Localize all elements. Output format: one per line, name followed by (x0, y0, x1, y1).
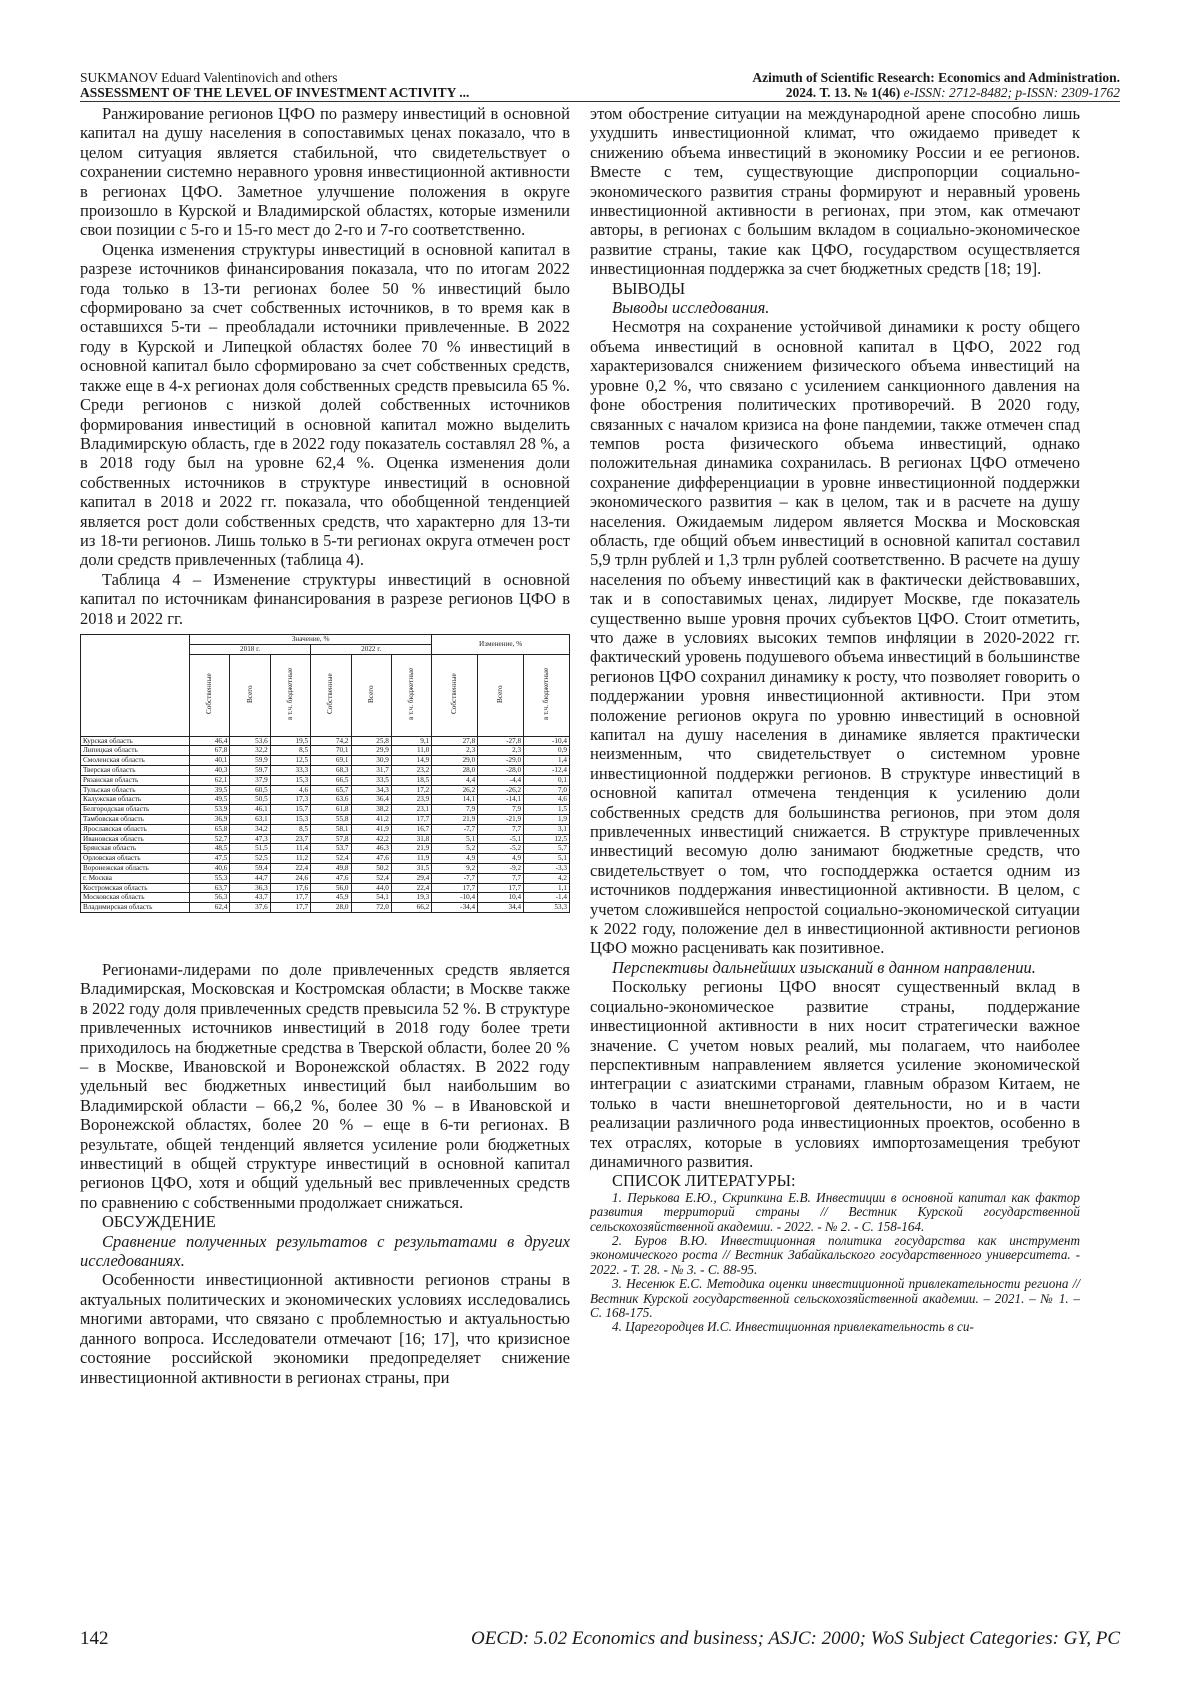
value-cell: 53,9 (190, 805, 230, 815)
table-body (81, 736, 570, 912)
value-cell: 63,1 (230, 814, 270, 824)
value-cell: 16,7 (391, 824, 431, 834)
section-heading-references: СПИСОК ЛИТЕРАТУРЫ: (612, 1171, 796, 1191)
value-cell: 66,2 (391, 903, 431, 913)
value-cell: 11,4 (270, 844, 310, 854)
value-cell: 65,8 (190, 824, 230, 834)
value-cell: 11,9 (391, 854, 431, 864)
value-cell: 52,7 (190, 834, 230, 844)
value-cell: 43,7 (230, 893, 270, 903)
value-cell: 23,9 (391, 795, 431, 805)
value-cell: 66,5 (311, 775, 351, 785)
value-cell: 25,8 (351, 736, 391, 746)
region-cell: Белгородская область (81, 805, 190, 815)
value-cell: 26,2 (432, 785, 478, 795)
left-column (80, 104, 570, 1387)
value-cell: 5,1 (524, 854, 570, 864)
value-cell: -5,1 (478, 834, 524, 844)
value-cell: 39,5 (190, 785, 230, 795)
value-cell: 49,8 (311, 863, 351, 873)
value-cell: 23,2 (391, 765, 431, 775)
value-cell: 17,7 (391, 814, 431, 824)
value-cell: 36,9 (190, 814, 230, 824)
header-issue: 2024. Т. 13. № 1(46) (785, 85, 901, 100)
header-issn: e-ISSN: 2712-8482; p-ISSN: 2309-1762 (900, 85, 1120, 100)
region-cell: Калужская область (81, 795, 190, 805)
value-cell: 24,6 (270, 873, 310, 883)
value-cell: 52,4 (311, 854, 351, 864)
value-cell: 46,1 (230, 805, 270, 815)
value-cell: 29,0 (432, 756, 478, 766)
value-cell: -4,4 (478, 775, 524, 785)
value-cell: 72,0 (351, 903, 391, 913)
value-cell: 31,5 (391, 863, 431, 873)
paragraph: Оценка изменения структуры инвестиций в основной капитал в разрезе источников финансирования показала, что по итогам 2022 года только в 13-ти регионах более 50 % инвестиций было сформировано за счет собственных источников, в то время как в оставшихся 5-ти – преобладали источники привлеченные. В 2022 году в Курской и Липецкой областях более 70 % инвестиций в основной капитал было сформировано за счет собственных средств, также еще в 4-х регионах доля собственных средств превысила 65 %. Среди регионов с низкой долей собственных источников формирования инвестиций в основной капитал можно выделить Владимирскую область, где в 2022 году показатель составлял 28 %, а в 2018 году был на уровне 62,4 %. Оценка изменения доли собственных источников в структуре инвестиций в основной капитал в 2018 и 2022 гг. показала, что обобщенной тенденцией является рост доли собственных средств, что характерно для 13-ти из 18-ти регионов. Лишь только в 5-ти регионах округа отмечен рост доли средств привлеченных (таблица 4). (80, 239, 570, 570)
value-cell: 54,1 (351, 893, 391, 903)
value-cell: -7,7 (432, 824, 478, 834)
value-cell: 40,6 (190, 863, 230, 873)
value-cell: 22,4 (391, 883, 431, 893)
value-cell: -10,4 (524, 736, 570, 746)
value-cell: 34,3 (351, 785, 391, 795)
value-cell: 33,5 (351, 775, 391, 785)
value-cell: 50,2 (351, 863, 391, 873)
value-cell: 41,2 (351, 814, 391, 824)
table-row (81, 756, 570, 766)
value-cell: 21,9 (432, 814, 478, 824)
value-cell: 15,3 (270, 775, 310, 785)
value-cell: 4,6 (524, 795, 570, 805)
value-cell: 46,4 (190, 736, 230, 746)
running-header-left (80, 70, 580, 100)
value-cell: 17,3 (270, 795, 310, 805)
value-cell: 28,0 (432, 765, 478, 775)
reference-item: 3. Несенюк Е.С. Методика оценки инвестиционной привлекательности региона // Вестник Курской государственной сельскохозяйственной академии. – 2021. – № 1. – С. 168-175. (590, 1276, 1080, 1320)
value-cell: -28,0 (478, 765, 524, 775)
value-cell: 37,6 (230, 903, 270, 913)
budget-header: в т.ч. бюджетные (391, 654, 431, 736)
value-cell: 4,9 (478, 854, 524, 864)
value-cell: 60,5 (230, 785, 270, 795)
region-cell: Ярославская область (81, 824, 190, 834)
value-cell: 1,5 (524, 805, 570, 815)
value-cell: 40,3 (190, 765, 230, 775)
region-cell: Тамбовская область (81, 814, 190, 824)
value-cell: 5,7 (524, 844, 570, 854)
region-header-cell (81, 634, 190, 736)
value-cell: 10,4 (478, 893, 524, 903)
table-row (81, 814, 570, 824)
value-cell: 31,7 (351, 765, 391, 775)
total-header: Всего (230, 654, 270, 736)
value-cell: 19,5 (270, 736, 310, 746)
value-cell: 4,4 (432, 775, 478, 785)
right-column (590, 104, 1080, 1335)
value-cell: -3,3 (524, 863, 570, 873)
value-cell: 5,2 (432, 844, 478, 854)
own-header: Собственные (190, 654, 230, 736)
value-cell: -7,7 (432, 873, 478, 883)
value-cell: 7,0 (524, 785, 570, 795)
paragraph: этом обострение ситуации на международной арене способно лишь ухудшить инвестиционной климат, что ожидаемо приведет к снижению объема инвестиций в экономику России и ее регионов. Вместе с тем, существующие диспропорции социально-экономического развития страны формируют и неравный уровень инвестиционной активности в регионах, при этом, как отмечают авторы, в регионах с большим вкладом в социально-экономическое развитие страны, такие как ЦФО, государством осуществляется инвестиционная поддержка за счет бюджетных средств [18; 19]. (590, 104, 1080, 279)
value-cell: 17,7 (478, 883, 524, 893)
value-cell: 58,1 (311, 824, 351, 834)
region-cell: Рязанская область (81, 775, 190, 785)
table-row (81, 736, 570, 746)
running-header-right (600, 70, 1120, 100)
page-number: 142 (80, 1628, 109, 1649)
table-row (81, 863, 570, 873)
header-article-title: ASSESSMENT OF THE LEVEL OF INVESTMENT ACTIVITY ... (80, 85, 470, 100)
value-cell: 11,0 (391, 746, 431, 756)
value-cell: 65,7 (311, 785, 351, 795)
table-row (81, 765, 570, 775)
value-cell: 9,1 (391, 736, 431, 746)
value-cell: 46,3 (351, 844, 391, 854)
region-cell: Московская область (81, 893, 190, 903)
value-cell: 18,5 (391, 775, 431, 785)
value-cell: 44,7 (230, 873, 270, 883)
value-cell: 23,1 (391, 805, 431, 815)
value-cell: 56,3 (190, 893, 230, 903)
value-cell: 7,7 (478, 824, 524, 834)
table-caption: Таблица 4 – Изменение структуры инвестиций в основной капитал по источникам финансирования в разрезе регионов ЦФО в 2018 и 2022 гг. (80, 569, 570, 628)
total-header: Всего (351, 654, 391, 736)
total-header: Всего (478, 654, 524, 736)
subsection-heading: Сравнение полученных результатов с результатами в других исследованиях. (80, 1231, 570, 1271)
value-cell: 27,8 (432, 736, 478, 746)
value-cell: 57,8 (311, 834, 351, 844)
value-cell: 19,3 (391, 893, 431, 903)
value-cell: -5,2 (478, 844, 524, 854)
value-cell: 0,9 (524, 746, 570, 756)
year-2022-header: 2022 г. (311, 644, 432, 654)
value-cell: 31,8 (391, 834, 431, 844)
table-row (81, 854, 570, 864)
header-journal: Azimuth of Scientific Research: Economics and Administration. (752, 70, 1120, 85)
region-cell: г. Москва (81, 873, 190, 883)
reference-item: 4. Царегородцев И.С. Инвестиционная привлекательность в си- (612, 1319, 974, 1335)
value-cell: 4,2 (524, 873, 570, 883)
own-header: Собственные (432, 654, 478, 736)
value-cell: -14,1 (478, 795, 524, 805)
header-authors: SUKMANOV Eduard Valentinovich and others (80, 70, 338, 85)
subsection-heading: Выводы исследования. (612, 298, 770, 318)
value-cell: 0,1 (524, 775, 570, 785)
value-cell: 3,1 (524, 824, 570, 834)
value-cell: 63,6 (311, 795, 351, 805)
value-cell: 42,2 (351, 834, 391, 844)
table-4 (80, 634, 570, 954)
region-cell: Липецкая область (81, 746, 190, 756)
value-cell: 14,1 (432, 795, 478, 805)
value-cell: 47,5 (190, 854, 230, 864)
value-cell: 23,7 (270, 834, 310, 844)
region-cell: Тверская область (81, 765, 190, 775)
table-row (81, 775, 570, 785)
table-row (81, 893, 570, 903)
paragraph: Регионами-лидерами по доле привлеченных средств является Владимирская, Московская и Костромская области; в Москве также в 2022 году доля привлеченных средств превысила 52 %. В структуре привлеченных источников инвестиций в 2018 году более трети приходилось на бюджетные средства в Тверской области, более 20 % – в Москве, Ивановской и Воронежской областях. В 2022 году удельный вес бюджетных инвестиций был наибольшим во Владимирской области – 66,2 %, более 30 % – в Ивановской и Воронежской областях, более 20 % – еще в 6-ти регионах. В результате, общей тенденций является усиление роли бюджетных инвестиций в общей структуре инвестиций в основной капитал регионов ЦФО, хотя и общий удельный вес привлеченных средств по сравнению с собственными продолжает снижаться. (80, 959, 570, 1212)
value-cell: 40,1 (190, 756, 230, 766)
region-cell: Тульская область (81, 785, 190, 795)
value-cell: 9,2 (432, 863, 478, 873)
value-cell: 55,3 (190, 873, 230, 883)
value-cell: 53,6 (230, 736, 270, 746)
table-row (81, 883, 570, 893)
budget-header: в т.ч. бюджетные (524, 654, 570, 736)
value-cell: 62,1 (190, 775, 230, 785)
paragraph: Несмотря на сохранение устойчивой динамики к росту общего объема инвестиций в основной капитал в ЦФО, 2022 год характеризовался снижением физического объема инвестиций на уровне 0,2 %, что связано с усилением санкционного давления на фоне обострения политических противоречий. В 2020 году, связанных с началом кризиса на фоне пандемии, также отмечен спад темпов роста физического объема инвестиций, однако положительная динамика сохранилась. В регионах ЦФО отмечено сохранение дифференциации в уровне инвестиционной поддержки экономического развития – как в целом, так и в расчете на душу населения. Ожидаемым лидером является Москва и Московская область, где общий объем инвестиций в основной капитал составил 5,9 трлн рублей и 1,3 трлн рублей соответственно. В расчете на душу населения по объему инвестиций как в фактически действовавших, так и в сопоставимых ценах, лидирует Москве, где показатель существенно выше уровня прочих субъектов ЦФО. Стоит отметить, что даже в условиях высоких темпов инфляции в 2020-2022 гг. фактический уровень подушевого объема инвестиций в большинстве регионов ЦФО сохранил динамику к росту, что позволяет говорить о поддержании уровня инвестиционной активности. При этом положение регионов округа по уровню инвестиций в основной капитал на душу населения в динамике является практически неизменным, что свидетельствует о системном уровне инвестиционной поддержки регионов. В структуре инвестиций в основной капитал отмечена тенденция к усилению доли собственных средств для большинства регионов, при этом доля привлеченных инвестиций снижается. В структуре привлеченных инвестиций весомую долю занимают бюджетные средств, что свидетельствует о том, что господдержка остается одним из источников поддержания инвестиционной активности. В целом, с учетом сложившейся непростой социально-экономической ситуации к 2022 году, положение дел в инвестиционной активности регионов ЦФО можно расценивать как позитивное. (590, 317, 1080, 958)
reference-item: 2. Буров В.Ю. Инвестиционная политика государства как инструмент экономического роста // Вестник Забайкальского государственного университета. - 2022. - Т. 28. - № 3. - С. 88-95. (590, 1232, 1080, 1277)
reference-item: 1. Перькова Е.Ю., Скрипкина Е.В. Инвестиции в основной капитал как фактор развития территорий страны // Вестник Курской государственной сельскохозяйственной академии. - 2022. - № 2. - С. 158-164. (590, 1189, 1080, 1234)
value-cell: 49,5 (190, 795, 230, 805)
value-cell: 62,4 (190, 903, 230, 913)
value-cell: 17,7 (270, 893, 310, 903)
paragraph: Ранжирование регионов ЦФО по размеру инвестиций в основной капитал на душу населения в сопоставимых ценах показало, что в целом ситуация является стабильной, что свидетельствует о сохранении системно неравного уровня инвестиционной активности в регионах ЦФО. Заметное улучшение положения в округе произошло в Курской и Владимирской областях, которые изменили свои позиции с 5-го и 15-го мест до 2-го и 7-го соответственно. (80, 104, 570, 240)
paragraph: Поскольку регионы ЦФО вносят существенный вклад в социально-экономическое развитие страны, поддержание инвестиционной активности в них носит стратегически важное значение. С учетом новых реалий, мы полагаем, что наиболее перспективным направлением является усиление экономической интеграции с азиатскими странами, главным образом Китаем, не только в части внешнеторговой деятельности, но и в части реализации различного рода инвестиционных проектов, особенно в тех отраслях, которые в условиях импортозамещения требуют динамичного развития. (590, 977, 1080, 1171)
value-cell: 33,3 (270, 765, 310, 775)
value-cell: 17,2 (391, 785, 431, 795)
value-cell: 61,8 (311, 805, 351, 815)
value-cell: 70,1 (311, 746, 351, 756)
header-rule (80, 101, 1120, 102)
value-cell: 38,2 (351, 805, 391, 815)
value-cell: -12,4 (524, 765, 570, 775)
value-cell: 17,7 (270, 903, 310, 913)
section-heading-conclusions: ВЫВОДЫ (612, 278, 686, 298)
section-heading-discussion: ОБСУЖДЕНИЕ (102, 1212, 216, 1232)
value-cell: 53,7 (311, 844, 351, 854)
region-cell: Костромская область (81, 883, 190, 893)
subsection-heading: Перспективы дальнейших изысканий в данном направлении. (612, 957, 1036, 977)
value-cell: 59,9 (230, 756, 270, 766)
value-cell: -21,9 (478, 814, 524, 824)
region-cell: Владимирская область (81, 903, 190, 913)
value-cell: 1,4 (524, 756, 570, 766)
region-cell: Орловская область (81, 854, 190, 864)
value-cell: 47,6 (311, 873, 351, 883)
value-cell: 1,9 (524, 814, 570, 824)
value-cell: 30,9 (351, 756, 391, 766)
region-cell: Курская область (81, 736, 190, 746)
value-cell: -27,8 (478, 736, 524, 746)
value-cell: 28,0 (311, 903, 351, 913)
value-cell: 34,4 (478, 903, 524, 913)
value-cell: 37,9 (230, 775, 270, 785)
value-cell: 53,3 (524, 903, 570, 913)
value-cell: 63,7 (190, 883, 230, 893)
value-cell: 34,2 (230, 824, 270, 834)
value-cell: 4,6 (270, 785, 310, 795)
value-cell: 2,3 (432, 746, 478, 756)
value-cell: 47,3 (230, 834, 270, 844)
table-row (81, 873, 570, 883)
value-cell: 12,5 (524, 834, 570, 844)
value-cell: 59,4 (230, 863, 270, 873)
value-cell: 55,8 (311, 814, 351, 824)
value-cell: -1,4 (524, 893, 570, 903)
table-row (81, 795, 570, 805)
value-cell: 52,4 (351, 873, 391, 883)
value-cell: 29,9 (351, 746, 391, 756)
value-cell: 29,4 (391, 873, 431, 883)
value-cell: 1,1 (524, 883, 570, 893)
region-cell: Воронежская область (81, 863, 190, 873)
table-row (81, 844, 570, 854)
value-cell: 17,6 (270, 883, 310, 893)
table-row (81, 805, 570, 815)
value-cell: 14,9 (391, 756, 431, 766)
value-cell: 2,3 (478, 746, 524, 756)
value-cell: -9,2 (478, 863, 524, 873)
table-row (81, 834, 570, 844)
value-cell: 59,7 (230, 765, 270, 775)
year-2018-header: 2018 г. (190, 644, 311, 654)
budget-header: в т.ч. бюджетные (270, 654, 310, 736)
value-cell: 69,1 (311, 756, 351, 766)
value-cell: 47,6 (351, 854, 391, 864)
value-cell: 67,8 (190, 746, 230, 756)
value-cell: 32,2 (230, 746, 270, 756)
value-cell: 11,2 (270, 854, 310, 864)
reference-list (590, 1191, 1080, 1335)
value-cell: 50,5 (230, 795, 270, 805)
region-cell: Ивановская область (81, 834, 190, 844)
value-cell: 51,5 (230, 844, 270, 854)
value-cell: 8,5 (270, 746, 310, 756)
value-cell: 22,4 (270, 863, 310, 873)
value-cell: 5,1 (432, 834, 478, 844)
value-cell: 48,5 (190, 844, 230, 854)
value-cell: -10,4 (432, 893, 478, 903)
data-table (80, 634, 570, 913)
value-cell: 41,9 (351, 824, 391, 834)
value-cell: 4,9 (432, 854, 478, 864)
value-cell: 8,5 (270, 824, 310, 834)
value-cell: 7,9 (478, 805, 524, 815)
value-cell: 15,7 (270, 805, 310, 815)
table-row (81, 903, 570, 913)
table-row (81, 785, 570, 795)
value-cell: -29,0 (478, 756, 524, 766)
value-cell: 45,9 (311, 893, 351, 903)
value-cell: 15,3 (270, 814, 310, 824)
value-cell: 52,5 (230, 854, 270, 864)
paragraph: Особенности инвестиционной активности регионов страны в актуальных политических и экономических условиях исследовались многими авторами, что связано с проблемностью и актуальностью данного вопроса. Исследователи отмечают [16; 17], что кризисное состояние российской экономики предопределяет снижение инвестиционной активности в регионах страны, при (80, 1270, 570, 1387)
value-cell: 74,2 (311, 736, 351, 746)
value-cell: 44,0 (351, 883, 391, 893)
table-row (81, 824, 570, 834)
change-header: Изменение, % (432, 634, 570, 654)
own-header: Собственные (311, 654, 351, 736)
footer-classification: OECD: 5.02 Economics and business; ASJC: 2000; WoS Subject Categories: GY, PC (471, 1628, 1120, 1649)
value-header: Значение, % (190, 634, 432, 644)
value-cell: 68,3 (311, 765, 351, 775)
value-cell: 17,7 (432, 883, 478, 893)
value-cell: 7,9 (432, 805, 478, 815)
value-cell: -26,2 (478, 785, 524, 795)
value-cell: 36,4 (351, 795, 391, 805)
value-cell: 21,9 (391, 844, 431, 854)
value-cell: -34,4 (432, 903, 478, 913)
value-cell: 36,3 (230, 883, 270, 893)
value-cell: 12,5 (270, 756, 310, 766)
value-cell: 7,7 (478, 873, 524, 883)
region-cell: Брянская область (81, 844, 190, 854)
region-cell: Смоленская область (81, 756, 190, 766)
table-row (81, 746, 570, 756)
header-issue-line (600, 85, 1120, 100)
value-cell: 56,0 (311, 883, 351, 893)
